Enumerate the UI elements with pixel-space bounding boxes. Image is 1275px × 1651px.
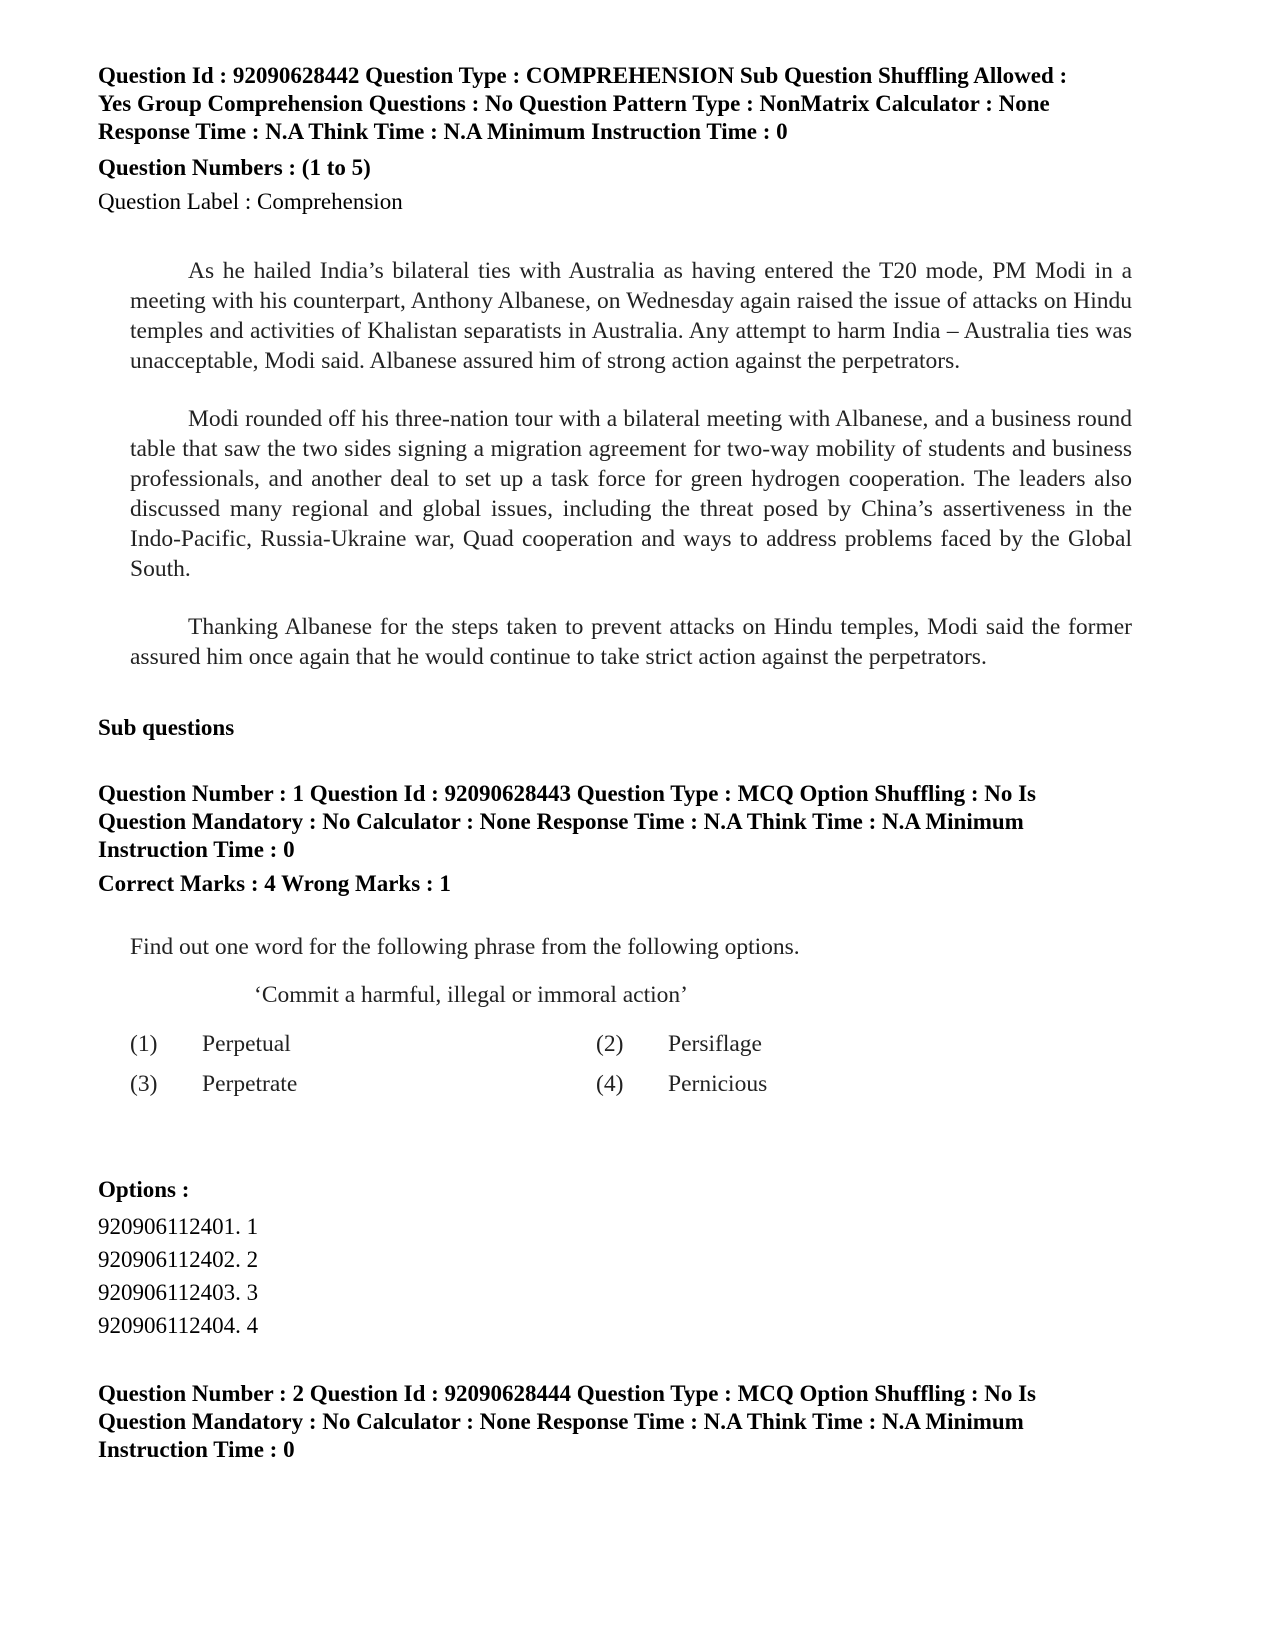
answer-choice xyxy=(596,1070,1062,1098)
meta-line: Question Mandatory : No Calculator : None Response Time : N.A Think Time : N.A Minimum xyxy=(98,809,1024,834)
question-1-body xyxy=(130,932,1132,1098)
meta-line: Question Id : 92090628442 Question Type : COMPREHENSION Sub Question Shuffling Allowed : xyxy=(98,63,1068,88)
question-1-meta xyxy=(98,780,1188,864)
option-id: 920906112402. 2 xyxy=(98,1247,259,1272)
question-numbers: Question Numbers : (1 to 5) xyxy=(98,155,371,180)
option-id: 920906112403. 3 xyxy=(98,1280,259,1305)
meta-line: Yes Group Comprehension Questions : No Question Pattern Type : NonMatrix Calculator : None xyxy=(98,91,1050,116)
question-instruction: Find out one word for the following phrase from the following options. xyxy=(130,934,800,960)
question-paper-page xyxy=(98,62,1188,1464)
choice-text: Perpetrate xyxy=(202,1071,298,1097)
passage-paragraph: Thanking Albanese for the steps taken to prevent attacks on Hindu temples, Modi said the former assured him once again that he would continue to take strict action against the perpetrators. xyxy=(130,614,1132,670)
question-phrase: ‘Commit a harmful, illegal or immoral action’ xyxy=(254,982,688,1008)
meta-line: Instruction Time : 0 xyxy=(98,837,295,862)
choice-number: (2) xyxy=(596,1031,624,1057)
meta-line: Question Number : 2 Question Id : 92090628444 Question Type : MCQ Option Shuffling : No Is xyxy=(98,1381,1037,1406)
choice-text: Perpetual xyxy=(202,1031,291,1057)
option-id: 920906112404. 4 xyxy=(98,1313,259,1338)
choice-number: (3) xyxy=(130,1071,158,1097)
answer-choices xyxy=(130,1030,1132,1098)
answer-choice xyxy=(596,1030,1062,1058)
choice-text: Pernicious xyxy=(668,1071,768,1097)
meta-line: Question Mandatory : No Calculator : None Response Time : N.A Think Time : N.A Minimum xyxy=(98,1409,1024,1434)
sub-questions-heading: Sub questions xyxy=(98,715,235,740)
options-heading: Options : xyxy=(98,1177,190,1202)
meta-line: Question Number : 1 Question Id : 92090628443 Question Type : MCQ Option Shuffling : No Is xyxy=(98,781,1037,806)
question-1-marks: Correct Marks : 4 Wrong Marks : 1 xyxy=(98,871,451,896)
choice-number: (4) xyxy=(596,1071,624,1097)
comprehension-passage xyxy=(130,256,1132,672)
passage-paragraph: Modi rounded off his three-nation tour with a bilateral meeting with Albanese, and a business round table that saw the two sides signing a migration agreement for two-way mobility of students and business professionals, and another deal to set up a task force for green hydrogen cooperation. The leaders also discussed many regional and global issues, including the threat posed by China’s assertiveness in the Indo-Pacific, Russia-Ukraine war, Quad cooperation and ways to address problems faced by the Global South. xyxy=(130,406,1132,582)
comprehension-meta xyxy=(98,62,1188,146)
passage-paragraph: As he hailed India’s bilateral ties with Australia as having entered the T20 mode, PM Modi in a meeting with his counterpart, Anthony Albanese, on Wednesday again raised the issue of attacks on Hindu temples and activities of Khalistan separatists in Australia. Any attempt to harm India – Australia ties was unacceptable, Modi said. Albanese assured him of strong action against the perpetrators. xyxy=(130,258,1132,374)
option-id: 920906112401. 1 xyxy=(98,1214,259,1239)
choice-number: (1) xyxy=(130,1031,158,1057)
answer-choice xyxy=(130,1030,596,1058)
choice-text: Persiflage xyxy=(668,1031,762,1057)
answer-choice xyxy=(130,1070,596,1098)
question-2-meta xyxy=(98,1380,1188,1464)
option-id-list xyxy=(98,1210,1188,1342)
meta-line: Response Time : N.A Think Time : N.A Minimum Instruction Time : 0 xyxy=(98,119,788,144)
question-label: Question Label : Comprehension xyxy=(98,189,403,214)
meta-line: Instruction Time : 0 xyxy=(98,1437,295,1462)
